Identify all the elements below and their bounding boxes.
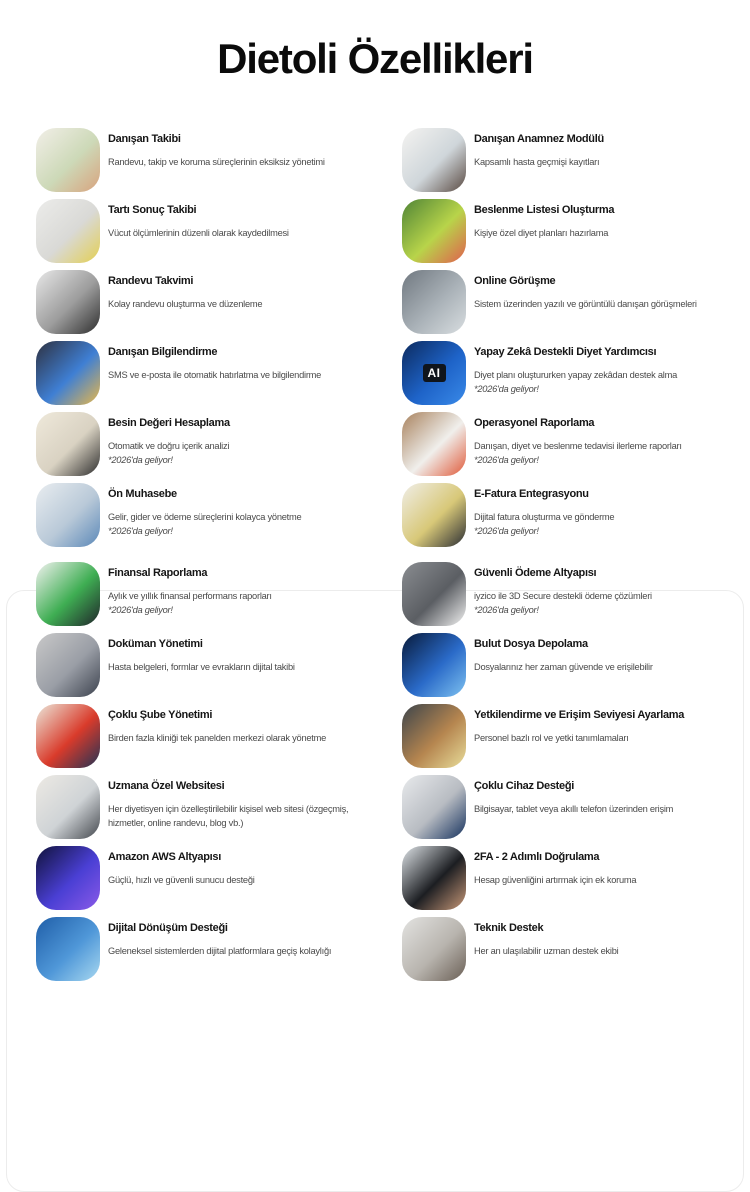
feature-text	[474, 199, 614, 240]
guvenli-odeme-altyapisi-photo	[402, 562, 466, 626]
feature-item	[402, 562, 732, 626]
feature-title: Operasyonel Raporlama	[474, 417, 595, 429]
feature-text	[474, 483, 614, 538]
feature-description: Birden fazla kliniği tek panelden merkezi olarak yönetme	[108, 733, 327, 743]
feature-text	[474, 270, 697, 311]
feature-text	[108, 846, 255, 887]
feature-item	[402, 775, 732, 839]
feature-title: Yetkilendirme ve Erişim Seviyesi Ayarlama	[474, 709, 685, 721]
yapay-zeka-destekli-diyet-yardimcisi-photo	[402, 341, 466, 405]
feature-text	[474, 128, 604, 169]
feature-description: Personel bazlı rol ve yetki tanımlamaları	[474, 733, 629, 743]
uzmana-ozel-websitesi-photo	[36, 775, 100, 839]
feature-text	[474, 846, 636, 887]
danisan-anamnez-modulu-photo	[402, 128, 466, 192]
feature-title: E-Fatura Entegrasyonu	[474, 488, 589, 500]
feature-item	[36, 633, 374, 697]
features-grid	[0, 128, 750, 988]
e-fatura-entegrasyonu-photo	[402, 483, 466, 547]
feature-text	[474, 917, 619, 958]
feature-text	[108, 775, 374, 830]
feature-description: Bilgisayar, tablet veya akıllı telefon üzerinden erişim	[474, 804, 674, 814]
feature-item	[36, 483, 374, 547]
bulut-dosya-depolama-photo	[402, 633, 466, 697]
finansal-raporlama-photo	[36, 562, 100, 626]
feature-item	[36, 562, 374, 626]
feature-description: Danışan, diyet ve beslenme tedavisi ilerleme raporları	[474, 441, 682, 451]
feature-title: Yapay Zekâ Destekli Diyet Yardımcısı	[474, 346, 657, 358]
feature-description: Geleneksel sistemlerden dijital platformlara geçiş kolaylığı	[108, 946, 332, 956]
feature-description: Her diyetisyen için özelleştirilebilir kişisel web sitesi (özgeçmiş, hizmetler, online randevu, blog vb.)	[108, 804, 349, 828]
coming-soon-note: *2026'da geliyor!	[108, 455, 173, 465]
feature-text	[108, 341, 321, 382]
feature-title: Doküman Yönetimi	[108, 638, 203, 650]
feature-description: Gelir, gider ve ödeme süreçlerini kolayca yönetme	[108, 512, 302, 522]
feature-item	[402, 483, 732, 547]
coming-soon-note: *2026'da geliyor!	[108, 605, 173, 615]
feature-text	[108, 128, 325, 169]
feature-title: Bulut Dosya Depolama	[474, 638, 588, 650]
coming-soon-note: *2026'da geliyor!	[474, 455, 539, 465]
feature-text	[474, 775, 673, 816]
danisan-bilgilendirme-photo	[36, 341, 100, 405]
operasyonel-raporlama-photo	[402, 412, 466, 476]
features-column-left	[36, 128, 374, 988]
feature-description: Kolay randevu oluşturma ve düzenleme	[108, 299, 263, 309]
feature-description: iyzico ile 3D Secure destekli ödeme çözümleri	[474, 591, 652, 601]
feature-text	[108, 270, 262, 311]
feature-description: Her an ulaşılabilir uzman destek ekibi	[474, 946, 619, 956]
feature-item	[402, 412, 732, 476]
feature-description: Dijital fatura oluşturma ve gönderme	[474, 512, 615, 522]
feature-title: Çoklu Cihaz Desteği	[474, 780, 575, 792]
feature-item	[402, 128, 732, 192]
feature-description: Vücut ölçümlerinin düzenli olarak kaydedilmesi	[108, 228, 289, 238]
feature-item	[36, 270, 374, 334]
ai-badge-label: AI	[423, 364, 446, 382]
tarti-sonuc-takibi-photo	[36, 199, 100, 263]
feature-item	[36, 341, 374, 405]
feature-title: Amazon AWS Altyapısı	[108, 851, 221, 863]
feature-title: Dijital Dönüşüm Desteği	[108, 922, 228, 934]
feature-description: Diyet planı oluştururken yapay zekâdan destek alma	[474, 370, 677, 380]
feature-title: Finansal Raporlama	[108, 567, 208, 579]
feature-description: Randevu, takip ve koruma süreçlerinin eksiksiz yönetimi	[108, 157, 325, 167]
coming-soon-note: *2026'da geliyor!	[474, 384, 539, 394]
feature-item	[36, 775, 374, 839]
feature-text	[474, 412, 682, 467]
feature-description: Otomatik ve doğru içerik analizi	[108, 441, 230, 451]
feature-title: Randevu Takvimi	[108, 275, 194, 287]
teknik-destek-photo	[402, 917, 466, 981]
feature-text	[108, 562, 272, 617]
feature-text	[474, 341, 677, 396]
feature-text	[108, 412, 230, 467]
feature-item	[36, 917, 374, 981]
coming-soon-note: *2026'da geliyor!	[108, 526, 173, 536]
coming-soon-note: *2026'da geliyor!	[474, 605, 539, 615]
feature-description: Hasta belgeleri, formlar ve evrakların dijital takibi	[108, 662, 295, 672]
feature-item	[402, 704, 732, 768]
feature-title: Danışan Bilgilendirme	[108, 346, 218, 358]
feature-description: SMS ve e-posta ile otomatik hatırlatma ve bilgilendirme	[108, 370, 322, 380]
yetkilendirme-erisim-seviyesi-photo	[402, 704, 466, 768]
iki-adimli-dogrulama-photo	[402, 846, 466, 910]
on-muhasebe-photo	[36, 483, 100, 547]
dijital-donusum-destegi-photo	[36, 917, 100, 981]
feature-text	[108, 633, 295, 674]
feature-item	[402, 199, 732, 263]
feature-item	[36, 704, 374, 768]
feature-title: Danışan Anamnez Modülü	[474, 133, 604, 145]
feature-item	[402, 846, 732, 910]
feature-description: Hesap güvenliğini artırmak için ek koruma	[474, 875, 637, 885]
feature-description: Dosyalarınız her zaman güvende ve erişilebilir	[474, 662, 653, 672]
feature-text	[108, 704, 326, 745]
feature-title: Online Görüşme	[474, 275, 556, 287]
coklu-cihaz-destegi-photo	[402, 775, 466, 839]
danisan-takibi-photo	[36, 128, 100, 192]
page-title: Dietoli Özellikleri	[217, 35, 533, 82]
feature-description: Kişiye özel diyet planları hazırlama	[474, 228, 609, 238]
online-gorusme-photo	[402, 270, 466, 334]
feature-description: Sistem üzerinden yazılı ve görüntülü danışan görüşmeleri	[474, 299, 697, 309]
feature-item	[36, 412, 374, 476]
feature-description: Aylık ve yıllık finansal performans raporları	[108, 591, 272, 601]
feature-title: Güvenli Ödeme Altyapısı	[474, 567, 597, 579]
besin-degeri-hesaplama-photo	[36, 412, 100, 476]
randevu-takvimi-photo	[36, 270, 100, 334]
beslenme-listesi-olusturma-photo	[402, 199, 466, 263]
feature-title: Çoklu Şube Yönetimi	[108, 709, 213, 721]
coming-soon-note: *2026'da geliyor!	[474, 526, 539, 536]
feature-item	[402, 633, 732, 697]
feature-title: Beslenme Listesi Oluşturma	[474, 204, 615, 216]
feature-item	[36, 846, 374, 910]
feature-description: Kapsamlı hasta geçmişi kayıtları	[474, 157, 600, 167]
feature-description: Güçlü, hızlı ve güvenli sunucu desteği	[108, 875, 255, 885]
feature-title: Teknik Destek	[474, 922, 544, 934]
feature-title: Besin Değeri Hesaplama	[108, 417, 230, 429]
feature-title: Tartı Sonuç Takibi	[108, 204, 197, 216]
feature-text	[474, 633, 653, 674]
feature-text	[108, 199, 289, 240]
coklu-sube-yonetimi-photo	[36, 704, 100, 768]
feature-title: 2FA - 2 Adımlı Doğrulama	[474, 851, 600, 863]
feature-item	[402, 270, 732, 334]
feature-text	[474, 562, 652, 617]
feature-text	[474, 704, 684, 745]
feature-title: Uzmana Özel Websitesi	[108, 780, 225, 792]
feature-item	[402, 917, 732, 981]
amazon-aws-altyapisi-photo	[36, 846, 100, 910]
feature-text	[108, 483, 301, 538]
feature-title: Danışan Takibi	[108, 133, 181, 145]
feature-item	[36, 128, 374, 192]
features-column-right	[402, 128, 732, 988]
feature-item	[36, 199, 374, 263]
feature-title: Ön Muhasebe	[108, 488, 177, 500]
feature-item	[402, 341, 732, 405]
feature-text	[108, 917, 331, 958]
dokuman-yonetimi-photo	[36, 633, 100, 697]
